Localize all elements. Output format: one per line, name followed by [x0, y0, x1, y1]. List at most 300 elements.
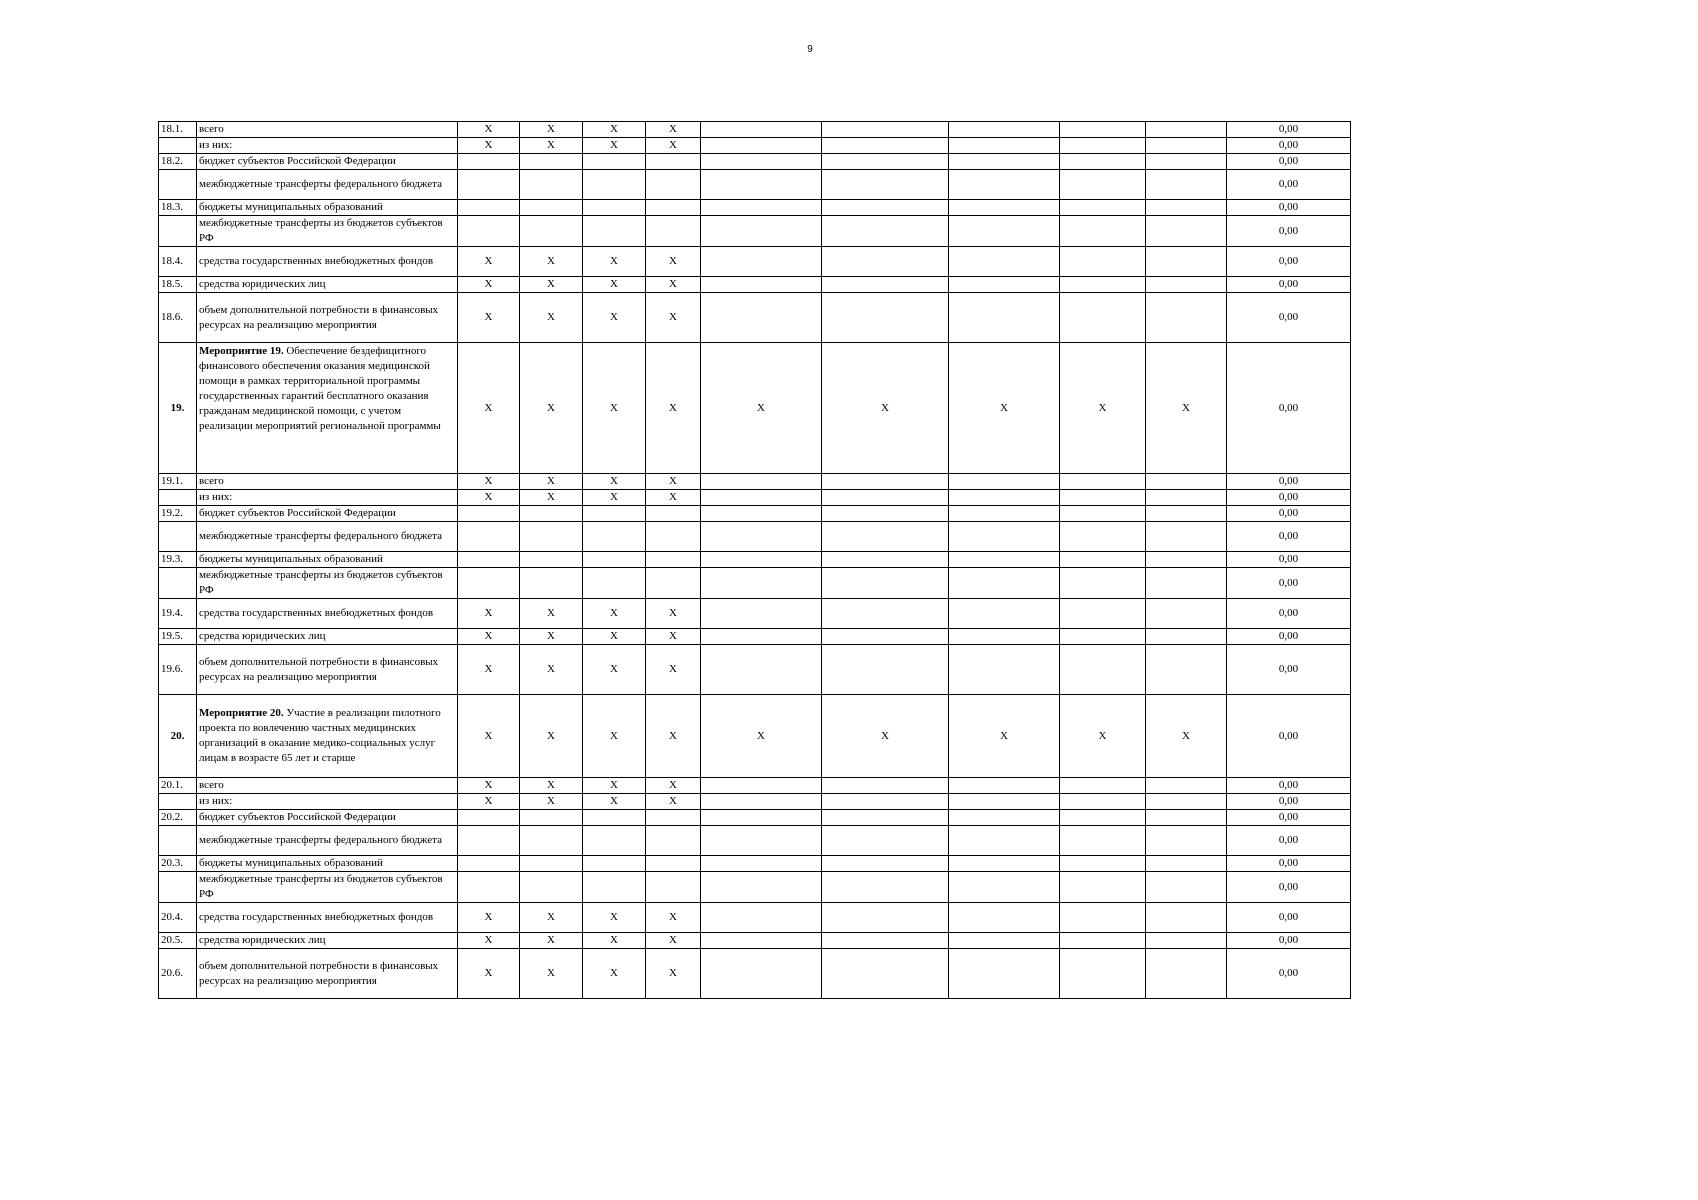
value-cell — [949, 200, 1060, 216]
row-number: 19.4. — [159, 599, 197, 629]
total-cell: 0,00 — [1227, 277, 1351, 293]
total-cell: 0,00 — [1227, 949, 1351, 999]
table-row — [159, 949, 1351, 999]
value-cell — [949, 474, 1060, 490]
value-cell — [1060, 154, 1146, 170]
value-cell — [701, 522, 822, 552]
table-row — [159, 903, 1351, 933]
value-cell — [458, 872, 520, 903]
table-row — [159, 277, 1351, 293]
row-name — [197, 343, 458, 474]
row-name: средства государственных внебюджетных фондов — [197, 247, 458, 277]
row-name: бюджет субъектов Российской Федерации — [197, 154, 458, 170]
total-cell: 0,00 — [1227, 599, 1351, 629]
total-cell: 0,00 — [1227, 122, 1351, 138]
row-name: всего — [197, 778, 458, 794]
value-cell — [822, 200, 949, 216]
value-cell — [520, 154, 583, 170]
total-cell: 0,00 — [1227, 903, 1351, 933]
value-cell — [1060, 138, 1146, 154]
value-cell — [822, 216, 949, 247]
value-cell: X — [520, 903, 583, 933]
value-cell: X — [646, 277, 701, 293]
value-cell: X — [458, 629, 520, 645]
value-cell — [1060, 568, 1146, 599]
row-name: межбюджетные трансферты из бюджетов субъектов РФ — [197, 872, 458, 903]
value-cell — [1146, 247, 1227, 277]
row-number: 20.1. — [159, 778, 197, 794]
value-cell: X — [458, 645, 520, 695]
value-cell — [458, 154, 520, 170]
value-cell — [701, 778, 822, 794]
value-cell: X — [583, 138, 646, 154]
value-cell: X — [949, 695, 1060, 778]
value-cell: X — [1146, 695, 1227, 778]
value-cell — [701, 933, 822, 949]
value-cell — [646, 506, 701, 522]
value-cell — [1146, 506, 1227, 522]
value-cell — [1060, 933, 1146, 949]
value-cell — [822, 872, 949, 903]
value-cell — [583, 506, 646, 522]
value-cell: X — [646, 903, 701, 933]
value-cell — [701, 599, 822, 629]
value-cell — [822, 293, 949, 343]
value-cell — [1146, 856, 1227, 872]
row-number — [159, 826, 197, 856]
value-cell — [458, 200, 520, 216]
value-cell — [1060, 522, 1146, 552]
value-cell — [646, 810, 701, 826]
row-number — [159, 170, 197, 200]
total-cell: 0,00 — [1227, 343, 1351, 474]
value-cell — [822, 474, 949, 490]
value-cell — [1146, 826, 1227, 856]
row-number — [159, 216, 197, 247]
row-number: 20.6. — [159, 949, 197, 999]
value-cell — [701, 247, 822, 277]
value-cell: X — [583, 903, 646, 933]
value-cell — [1146, 522, 1227, 552]
table-row — [159, 293, 1351, 343]
value-cell — [1060, 794, 1146, 810]
value-cell — [583, 826, 646, 856]
value-cell — [646, 856, 701, 872]
row-number: 18.5. — [159, 277, 197, 293]
value-cell — [822, 490, 949, 506]
value-cell: X — [583, 949, 646, 999]
value-cell: X — [701, 343, 822, 474]
value-cell — [583, 200, 646, 216]
value-cell — [1146, 872, 1227, 903]
total-cell: 0,00 — [1227, 568, 1351, 599]
row-name: всего — [197, 474, 458, 490]
value-cell: X — [646, 599, 701, 629]
row-number: 18.2. — [159, 154, 197, 170]
value-cell — [583, 154, 646, 170]
value-cell: X — [458, 794, 520, 810]
value-cell — [949, 247, 1060, 277]
value-cell — [646, 568, 701, 599]
value-cell: X — [1146, 343, 1227, 474]
value-cell — [949, 522, 1060, 552]
value-cell: X — [822, 695, 949, 778]
total-cell: 0,00 — [1227, 645, 1351, 695]
value-cell — [701, 277, 822, 293]
row-number: 19.5. — [159, 629, 197, 645]
row-number: 18.1. — [159, 122, 197, 138]
row-name: из них: — [197, 490, 458, 506]
value-cell — [949, 949, 1060, 999]
total-cell: 0,00 — [1227, 506, 1351, 522]
value-cell — [1060, 949, 1146, 999]
value-cell — [949, 645, 1060, 695]
value-cell — [949, 506, 1060, 522]
table-row — [159, 778, 1351, 794]
value-cell — [701, 826, 822, 856]
row-name: средства юридических лиц — [197, 277, 458, 293]
value-cell — [701, 810, 822, 826]
row-name: средства государственных внебюджетных фондов — [197, 903, 458, 933]
row-number: 18.4. — [159, 247, 197, 277]
value-cell — [949, 138, 1060, 154]
value-cell — [1146, 138, 1227, 154]
value-cell — [1146, 552, 1227, 568]
value-cell — [949, 216, 1060, 247]
total-cell: 0,00 — [1227, 200, 1351, 216]
value-cell — [1060, 826, 1146, 856]
value-cell: X — [583, 122, 646, 138]
value-cell — [1060, 856, 1146, 872]
value-cell: X — [583, 247, 646, 277]
value-cell — [701, 122, 822, 138]
value-cell: X — [520, 247, 583, 277]
row-name: объем дополнительной потребности в финансовых ресурсах на реализацию мероприятия — [197, 293, 458, 343]
table-row — [159, 138, 1351, 154]
value-cell — [822, 645, 949, 695]
value-cell: X — [458, 599, 520, 629]
value-cell: X — [458, 778, 520, 794]
row-name: средства юридических лиц — [197, 629, 458, 645]
value-cell — [1146, 903, 1227, 933]
total-cell: 0,00 — [1227, 933, 1351, 949]
total-cell: 0,00 — [1227, 154, 1351, 170]
value-cell — [646, 872, 701, 903]
value-cell — [520, 826, 583, 856]
value-cell — [822, 122, 949, 138]
table-row — [159, 247, 1351, 277]
value-cell — [701, 552, 822, 568]
value-cell — [1146, 200, 1227, 216]
value-cell: X — [583, 277, 646, 293]
value-cell — [701, 872, 822, 903]
value-cell: X — [646, 794, 701, 810]
value-cell: X — [701, 695, 822, 778]
value-cell — [458, 810, 520, 826]
row-name: всего — [197, 122, 458, 138]
row-number: 18.3. — [159, 200, 197, 216]
value-cell — [1146, 490, 1227, 506]
value-cell — [949, 872, 1060, 903]
value-cell — [949, 293, 1060, 343]
value-cell — [822, 247, 949, 277]
row-number — [159, 794, 197, 810]
value-cell: X — [583, 629, 646, 645]
value-cell — [1060, 645, 1146, 695]
table-row — [159, 872, 1351, 903]
value-cell: X — [458, 122, 520, 138]
row-number — [159, 490, 197, 506]
value-cell: X — [520, 645, 583, 695]
value-cell — [949, 933, 1060, 949]
value-cell — [646, 522, 701, 552]
value-cell — [1146, 810, 1227, 826]
value-cell — [701, 170, 822, 200]
value-cell — [1146, 629, 1227, 645]
value-cell — [701, 568, 822, 599]
value-cell: X — [458, 933, 520, 949]
value-cell: X — [520, 490, 583, 506]
value-cell — [583, 170, 646, 200]
value-cell — [1060, 629, 1146, 645]
value-cell — [520, 170, 583, 200]
table-row — [159, 490, 1351, 506]
row-name: межбюджетные трансферты федерального бюджета — [197, 826, 458, 856]
value-cell — [520, 200, 583, 216]
row-name: бюджет субъектов Российской Федерации — [197, 506, 458, 522]
value-cell: X — [1060, 343, 1146, 474]
value-cell — [949, 552, 1060, 568]
value-cell — [520, 856, 583, 872]
value-cell — [1060, 200, 1146, 216]
row-number — [159, 138, 197, 154]
value-cell — [1060, 490, 1146, 506]
value-cell — [822, 599, 949, 629]
value-cell — [822, 933, 949, 949]
value-cell — [949, 856, 1060, 872]
total-cell: 0,00 — [1227, 856, 1351, 872]
value-cell: X — [520, 122, 583, 138]
value-cell — [646, 200, 701, 216]
value-cell — [822, 506, 949, 522]
table-row — [159, 200, 1351, 216]
value-cell — [1060, 216, 1146, 247]
value-cell: X — [520, 599, 583, 629]
value-cell: X — [583, 695, 646, 778]
value-cell — [701, 216, 822, 247]
value-cell — [1146, 122, 1227, 138]
total-cell: 0,00 — [1227, 552, 1351, 568]
value-cell: X — [520, 138, 583, 154]
table-row — [159, 506, 1351, 522]
value-cell — [583, 872, 646, 903]
row-number — [159, 872, 197, 903]
value-cell — [520, 568, 583, 599]
value-cell — [1060, 778, 1146, 794]
value-cell — [822, 856, 949, 872]
total-cell: 0,00 — [1227, 293, 1351, 343]
activity-row — [159, 695, 1351, 778]
value-cell — [1146, 645, 1227, 695]
value-cell: X — [646, 949, 701, 999]
total-cell: 0,00 — [1227, 872, 1351, 903]
value-cell: X — [646, 474, 701, 490]
table-row — [159, 826, 1351, 856]
row-name: межбюджетные трансферты федерального бюджета — [197, 522, 458, 552]
table-row — [159, 216, 1351, 247]
value-cell — [701, 474, 822, 490]
row-name: межбюджетные трансферты из бюджетов субъектов РФ — [197, 216, 458, 247]
value-cell — [520, 522, 583, 552]
row-name: межбюджетные трансферты федерального бюджета — [197, 170, 458, 200]
value-cell: X — [583, 933, 646, 949]
row-name: средства государственных внебюджетных фондов — [197, 599, 458, 629]
value-cell — [822, 277, 949, 293]
value-cell — [1060, 506, 1146, 522]
value-cell — [583, 552, 646, 568]
row-name: объем дополнительной потребности в финансовых ресурсах на реализацию мероприятия — [197, 645, 458, 695]
value-cell — [949, 794, 1060, 810]
value-cell: X — [646, 695, 701, 778]
value-cell — [949, 599, 1060, 629]
value-cell: X — [458, 949, 520, 999]
value-cell: X — [646, 138, 701, 154]
table-row — [159, 599, 1351, 629]
value-cell: X — [458, 474, 520, 490]
value-cell: X — [646, 645, 701, 695]
value-cell — [949, 568, 1060, 599]
value-cell — [1060, 810, 1146, 826]
table-row — [159, 154, 1351, 170]
page-number: 9 — [807, 44, 813, 55]
value-cell: X — [458, 277, 520, 293]
value-cell: X — [520, 778, 583, 794]
total-cell: 0,00 — [1227, 170, 1351, 200]
value-cell — [701, 506, 822, 522]
total-cell: 0,00 — [1227, 810, 1351, 826]
value-cell — [822, 826, 949, 856]
value-cell — [949, 826, 1060, 856]
value-cell — [520, 506, 583, 522]
value-cell: X — [583, 490, 646, 506]
value-cell — [1146, 778, 1227, 794]
row-name: из них: — [197, 794, 458, 810]
value-cell — [1146, 599, 1227, 629]
value-cell — [1060, 293, 1146, 343]
value-cell: X — [520, 794, 583, 810]
row-number: 19.6. — [159, 645, 197, 695]
value-cell — [1146, 293, 1227, 343]
value-cell — [701, 794, 822, 810]
value-cell: X — [583, 343, 646, 474]
value-cell — [701, 490, 822, 506]
value-cell: X — [822, 343, 949, 474]
total-cell: 0,00 — [1227, 794, 1351, 810]
value-cell: X — [458, 903, 520, 933]
row-number: 19.1. — [159, 474, 197, 490]
value-cell — [1060, 122, 1146, 138]
value-cell — [949, 122, 1060, 138]
value-cell — [701, 154, 822, 170]
value-cell: X — [520, 343, 583, 474]
value-cell — [701, 200, 822, 216]
value-cell — [583, 568, 646, 599]
value-cell — [1146, 568, 1227, 599]
value-cell: X — [646, 293, 701, 343]
value-cell — [520, 872, 583, 903]
value-cell — [701, 949, 822, 999]
row-name: бюджет субъектов Российской Федерации — [197, 810, 458, 826]
budget-table — [158, 121, 1351, 999]
row-number: 20.5. — [159, 933, 197, 949]
total-cell: 0,00 — [1227, 474, 1351, 490]
value-cell: X — [646, 933, 701, 949]
value-cell — [520, 216, 583, 247]
table-row — [159, 122, 1351, 138]
value-cell — [822, 794, 949, 810]
value-cell — [822, 629, 949, 645]
value-cell: X — [1060, 695, 1146, 778]
value-cell — [949, 170, 1060, 200]
value-cell — [1146, 154, 1227, 170]
table-row — [159, 645, 1351, 695]
value-cell — [1060, 247, 1146, 277]
value-cell — [1146, 277, 1227, 293]
value-cell — [701, 629, 822, 645]
value-cell — [949, 154, 1060, 170]
value-cell — [458, 522, 520, 552]
total-cell: 0,00 — [1227, 522, 1351, 552]
value-cell: X — [583, 645, 646, 695]
value-cell — [1060, 872, 1146, 903]
activity-description: Обеспечение бездефицитного финансового обеспечения оказания медицинской помощи в рамках территориальной программы государственных гарантий бесплатного оказания гражданам медицинской помощи, с учетом реализации мероприятий региональной программы — [199, 345, 441, 432]
value-cell — [949, 810, 1060, 826]
total-cell: 0,00 — [1227, 629, 1351, 645]
row-number: 20.4. — [159, 903, 197, 933]
total-cell: 0,00 — [1227, 490, 1351, 506]
value-cell — [458, 552, 520, 568]
table-body — [159, 122, 1351, 999]
value-cell — [1060, 474, 1146, 490]
row-name: средства юридических лиц — [197, 933, 458, 949]
value-cell: X — [520, 277, 583, 293]
table-row — [159, 933, 1351, 949]
total-cell: 0,00 — [1227, 138, 1351, 154]
value-cell — [458, 856, 520, 872]
value-cell: X — [583, 474, 646, 490]
value-cell — [701, 138, 822, 154]
value-cell: X — [646, 247, 701, 277]
value-cell — [701, 856, 822, 872]
value-cell — [701, 645, 822, 695]
value-cell — [1060, 277, 1146, 293]
row-number: 20.3. — [159, 856, 197, 872]
value-cell — [583, 522, 646, 552]
value-cell: X — [646, 778, 701, 794]
value-cell: X — [583, 293, 646, 343]
value-cell: X — [646, 629, 701, 645]
value-cell: X — [949, 343, 1060, 474]
value-cell: X — [646, 343, 701, 474]
value-cell — [701, 903, 822, 933]
activity-title: Мероприятие 19. — [199, 345, 284, 357]
value-cell: X — [520, 474, 583, 490]
value-cell — [1146, 170, 1227, 200]
value-cell — [1060, 170, 1146, 200]
value-cell: X — [458, 247, 520, 277]
total-cell: 0,00 — [1227, 778, 1351, 794]
value-cell — [949, 903, 1060, 933]
